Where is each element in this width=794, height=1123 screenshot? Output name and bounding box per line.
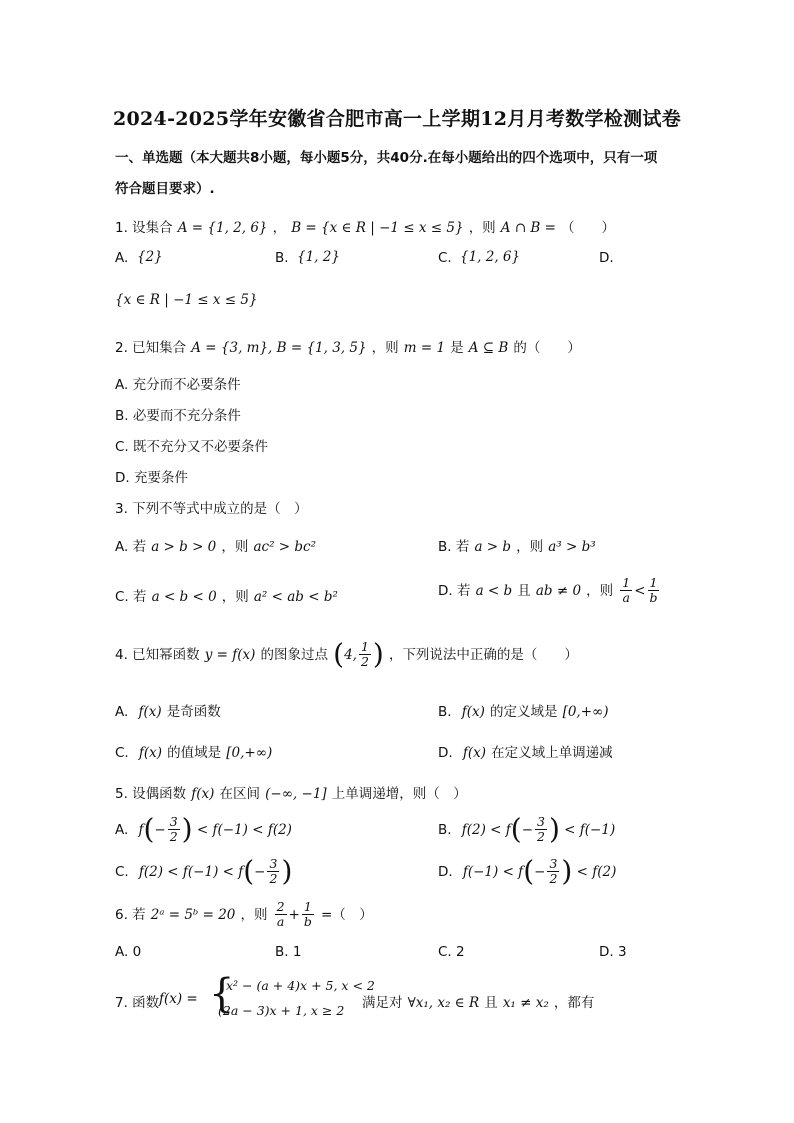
q4-option-c: [115, 741, 272, 761]
q4-b-label: B.: [438, 704, 452, 720]
q3-option-d: [438, 576, 662, 605]
q4-c-func: f(x): [138, 745, 163, 761]
q2-sets: A = {3, m}, B = {1, 3, 5}: [191, 340, 367, 356]
q4-b-func: f(x): [461, 704, 485, 720]
q6-plus: +: [288, 907, 300, 923]
q3-option-a: [115, 535, 316, 555]
q4-c-text: 的值域是: [167, 745, 222, 761]
q4-point-y-den: 2: [360, 654, 369, 669]
q3-b-pre: B. 若: [438, 539, 470, 555]
q6-mid: ，则: [240, 907, 268, 923]
q4-a-text: 是奇函数: [166, 704, 221, 720]
q3-d-and: 且: [517, 583, 531, 599]
question-5-stem: [115, 782, 467, 802]
q5-b-frac-num: 3: [537, 814, 545, 829]
q6-eq: 2ᵃ = 5ᵇ = 20: [150, 907, 236, 923]
q5-a-frac-num: 3: [169, 814, 178, 829]
q5-d-lead: f(−1) < f: [462, 864, 524, 880]
q1-option-c: {1, 2, 6}: [460, 249, 521, 265]
q3-option-c: [115, 585, 338, 605]
q6-pre: 6. 若: [115, 907, 146, 923]
q6-frac1-den: a: [276, 914, 285, 929]
q6-frac2-den: b: [303, 914, 312, 929]
q3-d-frac2-den: b: [649, 590, 658, 605]
q5-option-b: [438, 812, 616, 846]
q6-option-c: C. 2: [438, 944, 465, 960]
q2-option-a: A. 充分而不必要条件: [115, 377, 241, 393]
q3-d-frac1-num: 1: [622, 575, 631, 590]
q4-c-label: C.: [115, 745, 129, 761]
question-3-stem: 3. 下列不等式中成立的是（ ）: [115, 501, 308, 517]
q4-b-value: [0,+∞): [562, 704, 609, 720]
q2-option-b: B. 必要而不充分条件: [115, 408, 241, 424]
q4-post: ，下列说法中正确的是（ ）: [388, 647, 578, 663]
q3-d-pre: D. 若: [438, 583, 471, 599]
section-heading-line2: 符合题目要求）.: [115, 181, 215, 197]
q5-c-frac: [267, 857, 279, 886]
q3-d-cond1: a < b: [475, 583, 513, 599]
q5-b-paren-close: ): [548, 812, 560, 846]
q1-option-d-label: D.: [599, 250, 614, 266]
q1-set-a: A = {1, 2, 6}: [177, 220, 268, 236]
q7-quant: ∀x₁, x₂ ∈ R: [407, 995, 480, 1011]
question-1-stem: [115, 216, 615, 236]
q5-b-paren-open: (: [510, 812, 522, 846]
q1-pre: 1. 设集合: [115, 220, 173, 236]
q5-b-label: B.: [438, 822, 452, 838]
q4-paren-open: (: [333, 637, 345, 671]
q1-option-a-label: A.: [115, 250, 129, 266]
q3-a-mid: ，则: [221, 539, 249, 555]
q6-post: =（ ）: [320, 907, 373, 923]
q4-point-x: 4,: [344, 647, 357, 663]
q5-d-frac: [547, 857, 559, 886]
q5-pre: 5. 设偶函数: [115, 786, 187, 802]
q4-a-func: f(x): [138, 704, 162, 720]
q3-a-cond: a > b > 0: [151, 539, 217, 555]
q5-b-minus: −: [521, 822, 533, 838]
q4-mid: 的图象过点: [260, 647, 329, 663]
q7-case1: x² − (a + 4)x + 5, x < 2: [226, 978, 375, 993]
q6-option-b: B. 1: [275, 944, 302, 960]
q3-b-result: a³ > b³: [548, 539, 596, 555]
q5-a-rest: < f(−1) < f(2): [192, 822, 292, 838]
q5-a-paren-open: (: [143, 812, 155, 846]
q5-d-minus: −: [534, 864, 546, 880]
q1-post: ，则: [468, 220, 496, 236]
q3-option-b: [438, 535, 596, 555]
q5-a-paren-close: ): [181, 812, 193, 846]
q5-d-label: D.: [438, 864, 453, 880]
q3-d-mid: ，则: [586, 583, 614, 599]
q1-option-b-label: B.: [275, 250, 289, 266]
q4-d-label: D.: [438, 745, 453, 761]
q7-pre: 7. 函数: [115, 995, 160, 1011]
q3-c-mid: ，则: [221, 589, 249, 605]
q1-option-c-label: C.: [438, 250, 452, 266]
q5-c-label: C.: [115, 864, 129, 880]
q4-func: y = f(x): [204, 647, 256, 663]
q5-b-lead: f(2) < f: [461, 822, 511, 838]
q3-c-result: a² < ab < b²: [253, 589, 338, 605]
q2-option-d: D. 充要条件: [115, 470, 188, 486]
q5-b-frac: [535, 815, 547, 844]
q4-b-text: 的定义域是: [489, 704, 558, 720]
q7-condition: [362, 991, 594, 1011]
q5-d-frac-num: 3: [549, 856, 558, 871]
q7-post2: ，都有: [553, 995, 595, 1011]
q2-rel: A ⊆ B: [468, 340, 509, 356]
q3-d-frac1: [620, 576, 632, 605]
q4-d-func: f(x): [462, 745, 487, 761]
question-6-stem: [115, 900, 373, 929]
q1-option-d: {x ∈ R | −1 ≤ x ≤ 5}: [115, 292, 258, 308]
q3-b-mid: ，则: [516, 539, 544, 555]
q2-is: 是: [450, 340, 464, 356]
q4-point-y-num: 1: [360, 639, 369, 654]
q5-d-paren-open: (: [523, 854, 535, 888]
q5-option-c: [115, 854, 293, 888]
q7-neq: x₁ ≠ x₂: [502, 995, 549, 1011]
q5-c-frac-den: 2: [269, 871, 278, 886]
q1-option-a: {2}: [137, 249, 163, 265]
q2-post: 的（ ）: [513, 340, 581, 356]
q5-d-rest: < f(2): [572, 864, 617, 880]
q5-b-rest: < f(−1): [559, 822, 616, 838]
q1-set-b: B = {x ∈ R | −1 ≤ x ≤ 5}: [291, 220, 464, 236]
q5-c-paren-close: ): [281, 854, 293, 888]
q3-a-pre: A. 若: [115, 539, 147, 555]
q6-frac1: [275, 900, 287, 929]
q4-option-b: [438, 700, 609, 720]
q6-frac2: [302, 900, 314, 929]
q6-frac1-num: 2: [276, 899, 285, 914]
q5-mid: 在区间: [219, 786, 261, 802]
q5-a-expr: f: [138, 822, 144, 838]
q3-c-pre: C. 若: [115, 589, 147, 605]
q7-brace: {: [209, 971, 235, 1017]
q5-d-paren-close: ): [561, 854, 573, 888]
q5-option-d: [438, 854, 617, 888]
q6-option-d: D. 3: [599, 944, 627, 960]
q2-cond: m = 1: [403, 340, 446, 356]
q1-expr: A ∩ B =: [500, 220, 556, 236]
q4-paren-close: ): [372, 637, 384, 671]
q5-a-frac-den: 2: [169, 829, 178, 844]
q3-d-frac1-den: a: [622, 590, 630, 605]
q5-c-minus: −: [254, 864, 266, 880]
q3-d-lt: <: [634, 583, 646, 599]
q5-c-lead: f(2) < f(−1) < f: [138, 864, 244, 880]
q2-mid: ，则: [371, 340, 399, 356]
q2-pre: 2. 已知集合: [115, 340, 187, 356]
q5-interval: (−∞, −1]: [265, 786, 327, 802]
q4-a-label: A.: [115, 704, 129, 720]
q4-pre: 4. 已知幂函数: [115, 647, 200, 663]
q5-a-label: A.: [115, 822, 129, 838]
q5-post: 上单调递增，则（ ）: [331, 786, 467, 802]
q4-option-a: [115, 700, 221, 720]
q4-point-y: [359, 640, 371, 669]
q5-option-a: [115, 812, 292, 846]
q3-b-cond: a > b: [474, 539, 512, 555]
q5-func: f(x): [191, 786, 215, 802]
q3-d-frac2-num: 1: [649, 575, 658, 590]
q6-option-a: A. 0: [115, 944, 142, 960]
q6-frac2-num: 1: [303, 899, 312, 914]
q1-comma: ，: [272, 220, 287, 236]
page-title: 2024-2025学年安徽省合肥市高一上学期12月月考数学检测试卷: [113, 108, 681, 130]
question-2-stem: [115, 336, 581, 356]
q5-c-paren-open: (: [243, 854, 255, 888]
q7-post1: 满足对: [362, 995, 403, 1011]
q1-paren: （ ）: [561, 220, 616, 236]
q4-d-text: 在定义域上单调递减: [491, 745, 613, 761]
q7-case2: (2a − 3)x + 1, x ≥ 2: [218, 1003, 345, 1018]
q3-d-cond2: ab ≠ 0: [535, 583, 582, 599]
q1-option-b: {1, 2}: [297, 249, 340, 265]
q3-c-cond: a < b < 0: [151, 589, 217, 605]
q5-d-frac-den: 2: [549, 871, 558, 886]
q7-func: f(x) =: [159, 991, 198, 1007]
q7-and: 且: [484, 995, 498, 1011]
q3-a-result: ac² > bc²: [253, 539, 316, 555]
q3-d-frac2: [648, 576, 660, 605]
question-4-stem: [115, 637, 578, 671]
q2-option-c: C. 既不充分又不必要条件: [115, 439, 269, 455]
q5-a-minus: −: [154, 822, 166, 838]
q5-c-frac-num: 3: [269, 856, 278, 871]
q5-b-frac-den: 2: [537, 829, 545, 844]
q4-c-value: [0,+∞): [226, 745, 273, 761]
q4-option-d: [438, 741, 613, 761]
section-heading-line1: 一、单选题（本大题共8小题，每小题5分，共40分.在每小题给出的四个选项中，只有一项: [115, 150, 658, 166]
q5-a-frac: [168, 815, 180, 844]
